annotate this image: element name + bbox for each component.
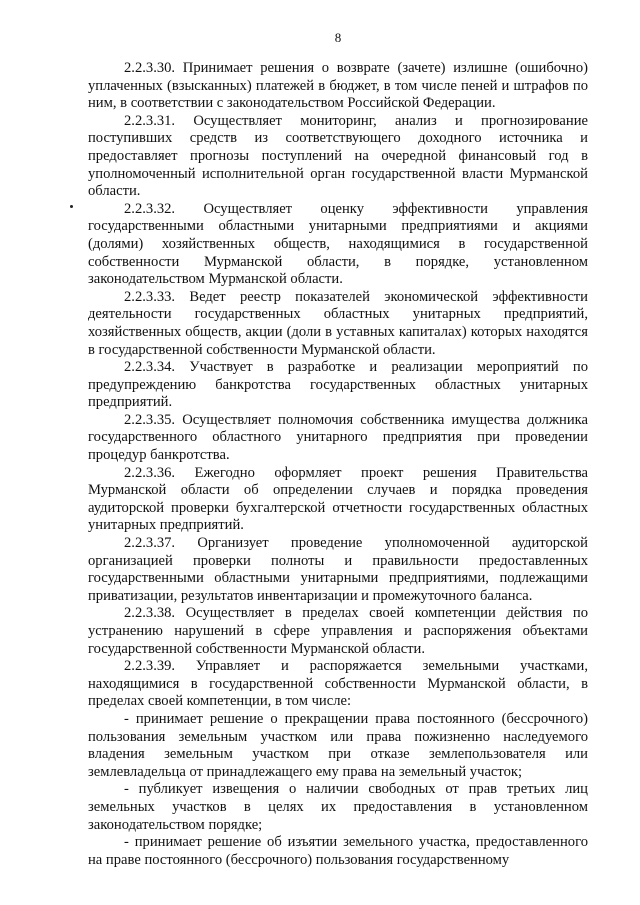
paragraph-2-2-3-35: 2.2.3.35. Осуществляет полномочия собственника имущества должника государственного областного унитарного предприятия при проведении процедур банкротства.	[88, 411, 588, 464]
paragraph-2-2-3-39: 2.2.3.39. Управляет и распоряжается земельными участками, находящимися в государственной собственности Мурманской области, в пределах своей компетенции, в том числе:	[88, 658, 588, 710]
paragraph-2-2-3-38: 2.2.3.38. Осуществляет в пределах своей компетенции действия по устранению нарушений в сфере управления и распоряжения объектами государственной собственности Мурманской области.	[88, 605, 588, 657]
paragraph-2-2-3-31: 2.2.3.31. Осуществляет мониторинг, анализ и прогнозирование поступивших средств из соответствующего доходного источника и предоставляет прогнозы поступлений на очередной финансовый год в уполномоченный исполнительной орган государственной власти Мурманской области.	[88, 112, 588, 200]
list-item-publish-notices: - публикует извещения о наличии свободных от прав третьих лиц земельных участков в целях их предоставления в установленном законодательством порядке;	[88, 781, 588, 833]
list-item-withdraw-plot: - принимает решение об изъятии земельного участка, предоставленного на праве постоянного (бессрочного) пользования государственному	[88, 834, 588, 868]
page-number: 8	[334, 30, 342, 45]
paragraph-2-2-3-37: 2.2.3.37. Организует проведение уполномоченной аудиторской организацией проверки полноты и правильности предоставленных государственными областными унитарными предприятиями, подлежащими приватизации, результатов инвентаризации и промежуточного баланса.	[88, 535, 588, 604]
paragraph-2-2-3-30: 2.2.3.30. Принимает решения о возврате (зачете) излишне (ошибочно) уплаченных (взысканных) платежей в бюджет, в том числе пеней и штрафов по ним, в соответствии с законодательством Российской Федерации.	[88, 60, 588, 112]
list-item-terminate-rights: - принимает решение о прекращении права постоянного (бессрочного) пользования земельным участком или права пожизненно наследуемого владения земельным участком при отказе землепользователя или землевладельца от принадлежащего ему права на земельный участок;	[88, 710, 588, 780]
paragraph-2-2-3-36: 2.2.3.36. Ежегодно оформляет проект решения Правительства Мурманской области об определении случаев и порядка проведения аудиторской проверки бухгалтерской отчетности государственных областных унитарных предприятий.	[88, 464, 588, 534]
margin-mark	[70, 205, 73, 208]
paragraph-2-2-3-34: 2.2.3.34. Участвует в разработке и реализации мероприятий по предупреждению банкротства государственных областных унитарных предприятий.	[88, 359, 588, 411]
paragraph-2-2-3-33: 2.2.3.33. Ведет реестр показателей экономической эффективности деятельности государственных областных унитарных предприятий, хозяйственных обществ, акции (доли в уставных капиталах) которых находятся в государственной собственности Мурманской области.	[88, 288, 588, 358]
paragraph-2-2-3-32: 2.2.3.32. Осуществляет оценку эффективности управления государственными областными унитарными предприятиями и акциями (долями) хозяйственных обществ, находящимися в государственной собственности Мурманской области, в порядке, установленном законодательством Мурманской области.	[88, 200, 588, 288]
